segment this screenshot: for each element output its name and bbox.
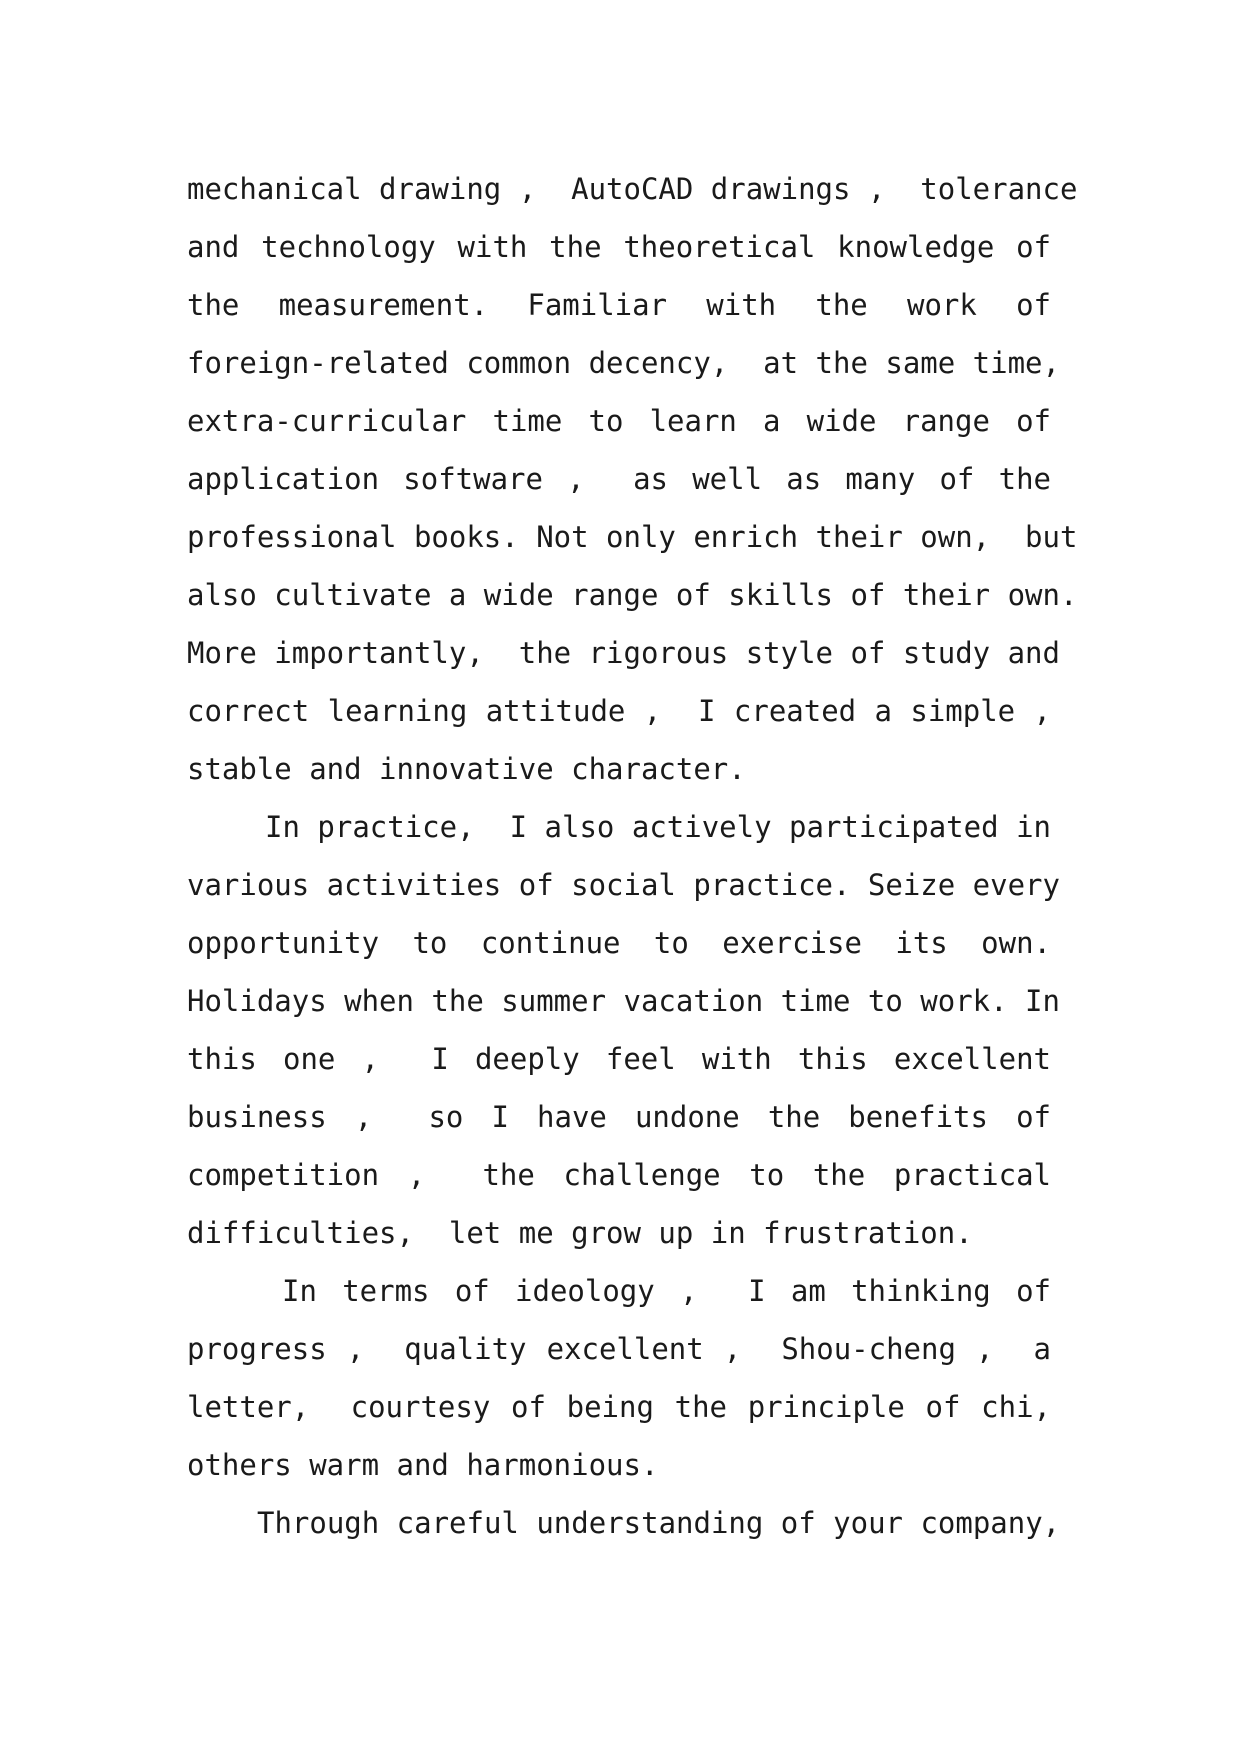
text-line: In terms of ideology , I am thinking of (282, 1274, 1051, 1308)
text-line: correct learning attitude , I created a simple , (187, 694, 1051, 728)
text-line: application software , as well as many of the (187, 462, 1051, 496)
text-line: this one , I deeply feel with this excellent (187, 1042, 1051, 1076)
paragraph-company (187, 1494, 1061, 1552)
text-line: opportunity to continue to exercise its own. (187, 926, 1051, 960)
text-line: In practice, I also actively participated in (265, 810, 1051, 844)
text-line: Through careful understanding of your company, (257, 1506, 1061, 1540)
text-line: stable and innovative character. (187, 752, 746, 786)
text-line: Holidays when the summer vacation time to work. In (187, 984, 1060, 1018)
text-line: the measurement. Familiar with the work of (187, 288, 1051, 322)
text-line: mechanical drawing , AutoCAD drawings , tolerance (187, 172, 1078, 206)
text-line: progress , quality excellent , Shou-cheng , a (187, 1332, 1051, 1366)
body-text (187, 160, 1078, 1552)
text-line: More importantly, the rigorous style of study and (187, 636, 1060, 670)
text-line: extra-curricular time to learn a wide range of (187, 404, 1051, 438)
text-line: others warm and harmonious. (187, 1448, 659, 1482)
text-line: professional books. Not only enrich their own, but (187, 520, 1078, 554)
paragraph-practice (187, 798, 1060, 1262)
text-line: competition , the challenge to the practical (187, 1158, 1051, 1192)
text-line: also cultivate a wide range of skills of their own. (187, 578, 1078, 612)
text-line: business , so I have undone the benefits of (187, 1100, 1051, 1134)
paragraph-education (187, 160, 1078, 798)
text-line: various activities of social practice. Seize every (187, 868, 1060, 902)
paragraph-ideology (187, 1262, 1051, 1494)
text-line: and technology with the theoretical knowledge of (187, 230, 1051, 264)
text-line: foreign-related common decency, at the same time, (187, 346, 1060, 380)
text-line: letter, courtesy of being the principle of chi, (187, 1390, 1051, 1424)
text-line: difficulties, let me grow up in frustration. (187, 1216, 973, 1250)
